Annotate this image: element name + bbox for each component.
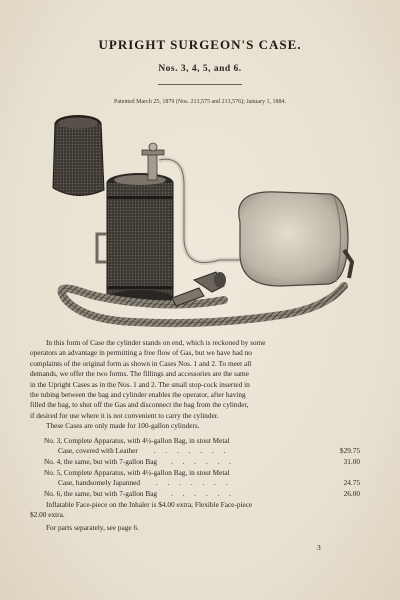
page-number: 3	[317, 543, 321, 552]
item-text: Case, covered with Leather	[58, 446, 138, 455]
item-text: No. 4, the same, but with 7-gallon Bag	[44, 457, 158, 466]
body-line: operators an advantage in permitting a free flow of Gas, but we have had no	[30, 348, 252, 358]
dot-leader: . . . . . .	[170, 457, 235, 466]
price-list-item	[44, 436, 360, 446]
body-line: if desired for use where it is not convenient to carry the cylinder.	[30, 410, 219, 420]
body-line: demands, we offer the two forms. The fillings and accessories are the same	[30, 369, 249, 379]
cylinder-lid-icon	[53, 115, 104, 196]
price-list-item	[58, 446, 360, 456]
gas-cylinder-icon	[97, 173, 173, 306]
item-price: 24.75	[343, 478, 360, 487]
face-piece-note: Inflatable Face-piece on the Inhaler is $4.00 extra; Flexible Face-piece	[46, 500, 253, 509]
description-paragraph	[30, 338, 370, 432]
price-list-item	[44, 457, 360, 467]
divider-rule	[158, 84, 242, 85]
item-text: No. 6, the same, but with 7-gallon Bag	[44, 489, 158, 498]
price-list-item	[58, 478, 360, 488]
body-line: filled the bag, to shut off the Gas and disconnect the bag from the cylinder,	[30, 400, 249, 410]
dot-leader: . . . . . . .	[153, 446, 230, 455]
item-price: 26.00	[343, 489, 360, 498]
body-line: in the Upright Cases as in the Nos. 1 and 2. The small stop-cock inserted in	[30, 379, 250, 389]
parts-note: For parts separately, see page 6.	[46, 523, 139, 532]
dot-leader: . . . . . .	[170, 489, 235, 498]
body-line: complaints of the original form as shown in Cases Nos. 1 and 2. To meet all	[30, 358, 252, 368]
price-list-item	[44, 489, 360, 499]
body-line: In this form of Case the cylinder stands on end, which is reckoned by some	[46, 338, 266, 347]
dot-leader: . . . . . . .	[155, 478, 232, 487]
body-line: the tubing between the bag and cylinder enables the operator, after having	[30, 390, 246, 400]
patent-note: Patented March 25, 1879 (Nos. 213,575 and 213,576); January 1, 1884.	[114, 99, 286, 105]
item-text: No. 3, Complete Apparatus, with 4½-gallon Bag, in stout Metal	[44, 436, 230, 445]
item-text: Case, handsomely Japanned	[58, 478, 141, 487]
page-subtitle: Nos. 3, 4, 5, and 6.	[158, 64, 242, 74]
body-line: These Cases are only made for 100-gallon cylinders.	[46, 421, 200, 431]
braided-hose-icon	[62, 286, 344, 323]
item-text: No. 5, Complete Apparatus, with 4½-gallon Bag, in stout Metal	[44, 468, 230, 477]
item-price: 31.00	[343, 457, 360, 466]
inflatable-bag-icon	[239, 192, 352, 286]
price-list-item	[44, 468, 360, 478]
apparatus-illustration	[44, 110, 362, 338]
item-price: $29.75	[339, 446, 360, 455]
face-piece-note-cont: $2.00 extra.	[30, 510, 65, 519]
page-title: UPRIGHT SURGEON'S CASE.	[98, 37, 302, 52]
